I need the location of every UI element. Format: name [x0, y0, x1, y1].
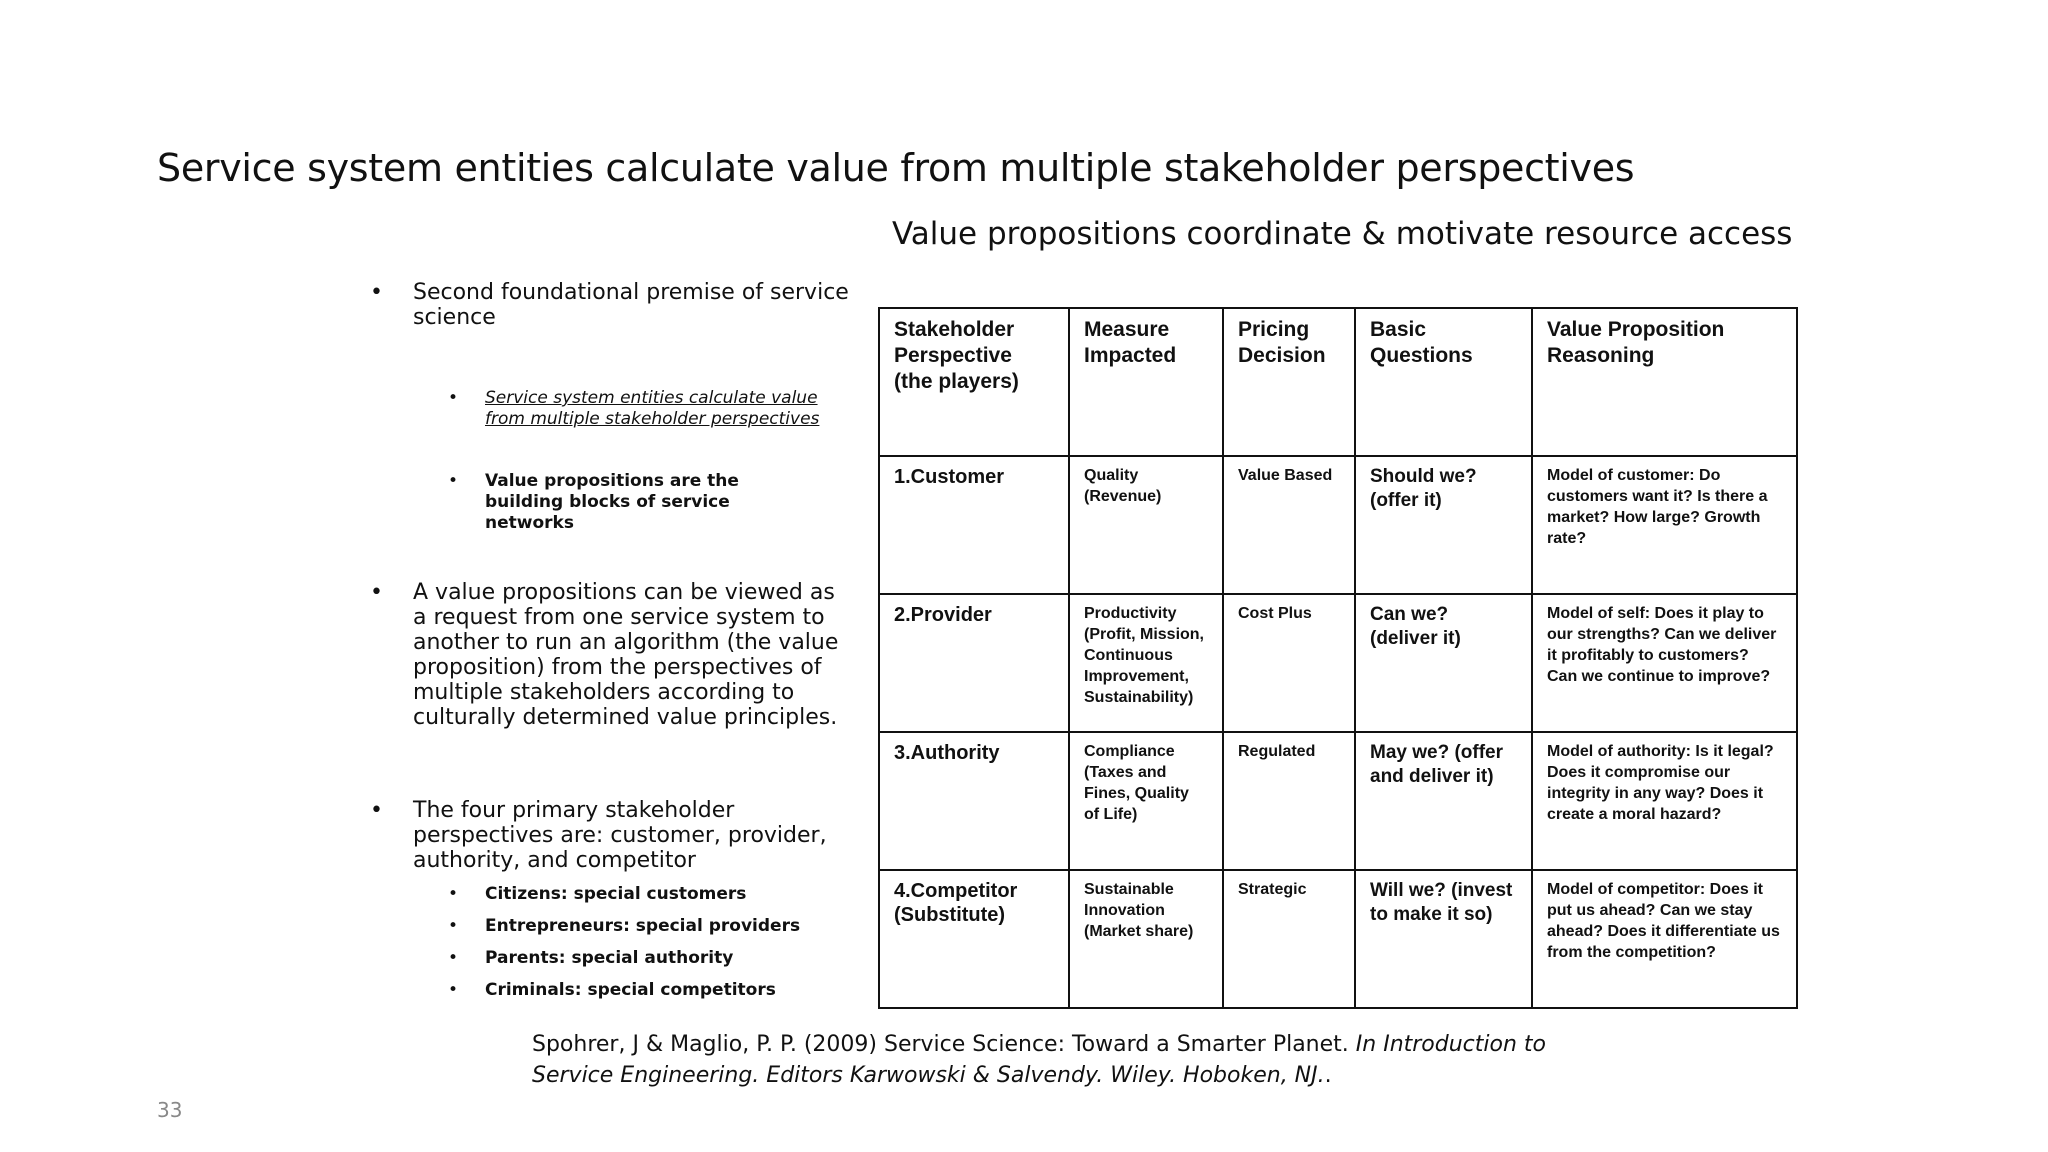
- citation-plain: Spohrer, J & Maglio, P. P. (2009) Service Science: Toward a Smarter Planet.: [532, 1032, 1356, 1057]
- cell-measure: Sustainable Innovation (Market share): [1069, 870, 1223, 1008]
- cell-pricing: Cost Plus: [1223, 594, 1355, 732]
- cell-question: May we? (offer and deliver it): [1355, 732, 1532, 870]
- sub-bullet-text: Entrepreneurs: special providers: [485, 916, 801, 936]
- cell-measure: Quality (Revenue): [1069, 456, 1223, 594]
- bullet-marker: •: [370, 280, 383, 305]
- header-measure: Measure Impacted: [1069, 308, 1223, 456]
- bullet-text: The four primary stakeholder perspectives are: customer, provider, authority, and competitor: [413, 798, 827, 873]
- bullet-text: A value propositions can be viewed as a request from one service system to another to run an algorithm (the value proposition) from the perspectives of multiple stakeholders according to culturally determined value principles.: [413, 580, 839, 730]
- sub-bullet-text: Criminals: special competitors: [485, 980, 776, 1000]
- bullet-marker: •: [448, 948, 459, 968]
- citation-trail: .: [1324, 1063, 1332, 1088]
- slide-title: Service system entities calculate value from multiple stakeholder perspectives: [157, 146, 1635, 190]
- bullet-marker: •: [370, 798, 383, 823]
- bullet-marker: •: [448, 388, 459, 408]
- cell-pricing: Strategic: [1223, 870, 1355, 1008]
- bullet-text: Second foundational premise of service science: [413, 280, 849, 330]
- cell-pricing: Regulated: [1223, 732, 1355, 870]
- table-row: [879, 456, 1797, 594]
- cell-stakeholder: 3.Authority: [879, 732, 1069, 870]
- sub-bullet-item: [448, 916, 828, 937]
- table-row: [879, 594, 1797, 732]
- cell-stakeholder: 1.Customer: [879, 456, 1069, 594]
- header-questions: Basic Questions: [1355, 308, 1532, 456]
- bullet-marker: •: [448, 916, 459, 936]
- bullet-item: [370, 580, 870, 730]
- bullet-item: [370, 280, 870, 330]
- sub-bullet-item: [448, 884, 828, 905]
- bullet-item: [370, 798, 890, 873]
- table-heading: Value propositions coordinate & motivate resource access: [892, 216, 1793, 252]
- cell-reasoning: Model of competitor: Does it put us ahead? Can we stay ahead? Does it differentiate us from the competition?: [1532, 870, 1797, 1008]
- sub-bullet-item: [448, 980, 828, 1001]
- value-proposition-table: [878, 307, 1798, 1009]
- cell-stakeholder: 4.Competitor (Substitute): [879, 870, 1069, 1008]
- citation: [532, 1029, 1632, 1091]
- cell-reasoning: Model of customer: Do customers want it? Is there a market? How large? Growth rate?: [1532, 456, 1797, 594]
- cell-measure: Compliance (Taxes and Fines, Quality of Life): [1069, 732, 1223, 870]
- page-number: 33: [157, 1098, 183, 1122]
- sub-bullet-text: Parents: special authority: [485, 948, 734, 968]
- cell-question: Will we? (invest to make it so): [1355, 870, 1532, 1008]
- citation-italic: In Introduction to Service Engineering. Editors Karwowski & Salvendy. Wiley. Hoboken, NJ.: [532, 1032, 1546, 1088]
- bullet-marker: •: [448, 980, 459, 1000]
- sub-bullet-text: Citizens: special customers: [485, 884, 747, 904]
- cell-pricing: Value Based: [1223, 456, 1355, 594]
- header-stakeholder: Stakeholder Perspective (the players): [879, 308, 1069, 456]
- sub-bullet-text: Service system entities calculate value from multiple stakeholder perspectives: [485, 388, 820, 429]
- cell-stakeholder: 2.Provider: [879, 594, 1069, 732]
- cell-question: Should we? (offer it): [1355, 456, 1532, 594]
- bullet-marker: •: [448, 471, 459, 491]
- header-pricing: Pricing Decision: [1223, 308, 1355, 456]
- bullet-marker: •: [448, 884, 459, 904]
- table-row: [879, 870, 1797, 1008]
- table-header-row: [879, 308, 1797, 456]
- table-row: [879, 732, 1797, 870]
- bullet-marker: •: [370, 580, 383, 605]
- cell-measure: Productivity (Profit, Mission, Continuous Improvement, Sustainability): [1069, 594, 1223, 732]
- sub-bullet-item: [448, 948, 828, 969]
- cell-reasoning: Model of authority: Is it legal? Does it compromise our integrity in any way? Does it create a moral hazard?: [1532, 732, 1797, 870]
- sub-bullet-item: [448, 388, 828, 430]
- cell-reasoning: Model of self: Does it play to our strengths? Can we deliver it profitably to customers? Can we continue to improve?: [1532, 594, 1797, 732]
- sub-bullet-text: Value propositions are the building blocks of service networks: [485, 471, 739, 533]
- cell-question: Can we? (deliver it): [1355, 594, 1532, 732]
- header-reasoning: Value Proposition Reasoning: [1532, 308, 1797, 456]
- sub-bullet-item: [448, 471, 828, 534]
